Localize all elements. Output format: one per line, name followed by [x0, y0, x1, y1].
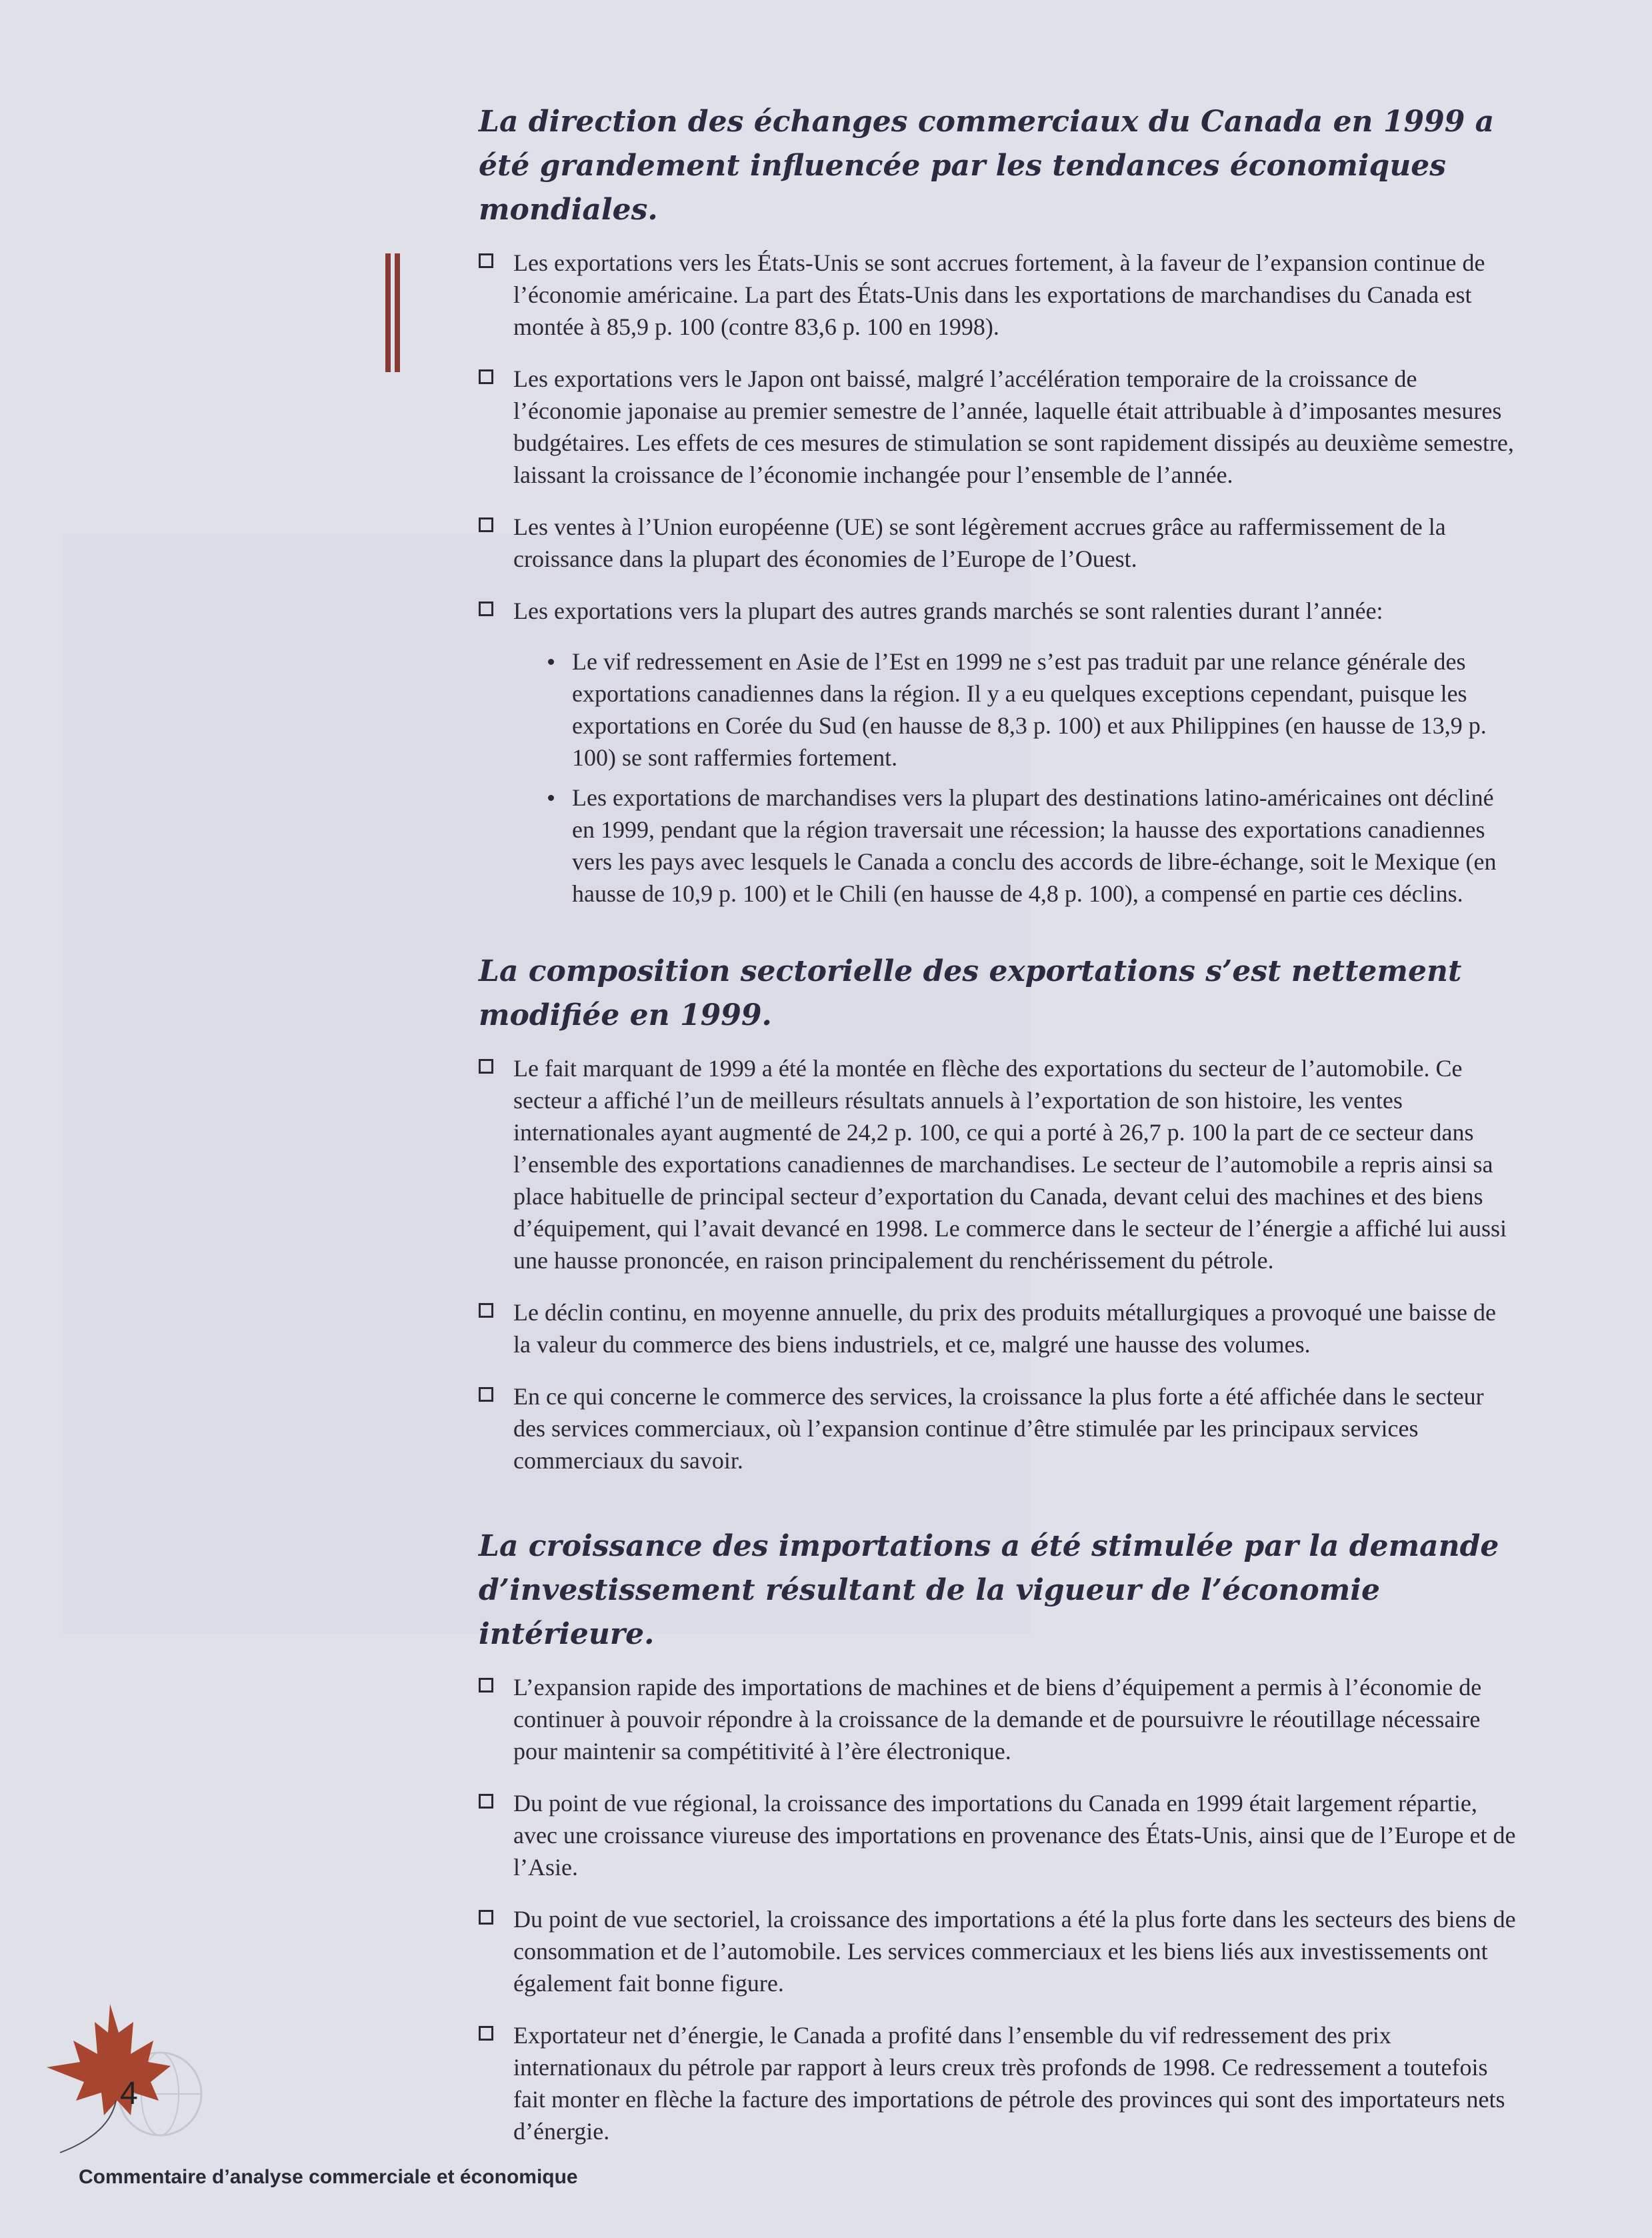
list-item-text: En ce qui concerne le commerce des services, la croissance la plus forte a été affichée dans le secteur des services commerciaux, où l’expansion continue d’être stimulée par les principaux services commerciaux du savoir.	[513, 1383, 1484, 1474]
bullet-icon	[548, 659, 554, 665]
checkbox-icon	[479, 253, 493, 268]
sub-list-item	[513, 782, 1519, 910]
list-item	[479, 247, 1519, 343]
margin-rule-right	[395, 253, 400, 372]
list-item	[479, 363, 1519, 491]
sub-list	[513, 646, 1519, 910]
list-item	[479, 1903, 1519, 1999]
bullet-list	[479, 1671, 1519, 2147]
list-item-text: Le déclin continu, en moyenne annuelle, du prix des produits métallurgiques a provoqué une baisse de la valeur du commerce des biens industriels, et ce, malgré une hausse des volumes.	[513, 1299, 1496, 1358]
list-item	[479, 1052, 1519, 1276]
list-item-text: Le fait marquant de 1999 a été la montée en flèche des exportations du secteur de l’automobile. Ce secteur a affiché l’un de meilleurs résultats annuels à l’exportation de son histoire, les ventes internationales ayant augmenté de 24,2 p. 100, ce qui a porté à 26,7 p. 100 la part de ce secteur dans l’ensemble des exportations canadiennes de marchandises. Le secteur de l’automobile a repris ainsi sa place habituelle de principal secteur d’exportation du Canada, devant celui des machines et des biens d’équipement, qui l’avait devancé en 1998. Le commerce dans le secteur de l’énergie a affiché lui aussi une hausse prononcée, en raison principalement du renchérissement du pétrole.	[513, 1055, 1507, 1274]
page-content	[479, 100, 1519, 2167]
checkbox-icon	[479, 1910, 493, 1925]
list-item-text: Du point de vue sectoriel, la croissance des importations a été la plus forte dans les secteurs des biens de consommation et de l’automobile. Les services commerciaux et les biens liés aux investissements ont également fait bonne figure.	[513, 1906, 1516, 1997]
list-item-text: Les exportations vers le Japon ont baissé, malgré l’accélération temporaire de la croissance de l’économie japonaise au premier semestre de l’année, laquelle était attribuable à d’imposantes mesures budgétaires. Les effets de ces mesures de stimulation se sont rapidement dissipés au deuxième semestre, laissant la croissance de l’économie inchangée pour l’ensemble de l’année.	[513, 365, 1514, 488]
margin-rule-left	[385, 253, 391, 372]
list-item	[479, 511, 1519, 575]
sub-list-item-text: Les exportations de marchandises vers la plupart des destinations latino-américaines ont décliné en 1999, pendant que la région traversait une récession; la hausse des exportations canadiennes vers les pays avec lesquels le Canada a conclu des accords de libre-échange, soit le Mexique (en hausse de 10,9 p. 100) et le Chili (en hausse de 4,8 p. 100), a compensé en partie ces déclins.	[572, 784, 1497, 907]
section-heading: La direction des échanges commerciaux du Canada en 1999 a été grandement influencée par les tendances économiques mondiales.	[479, 105, 1495, 227]
list-item-text: L’expansion rapide des importations de machines et de biens d’équipement a permis à l’économie de continuer à pouvoir répondre à la croissance de la demande et de poursuivre le réoutillage nécessaire pour maintenir sa compétitivité à l’ère électronique.	[513, 1674, 1482, 1765]
checkbox-icon	[479, 1794, 493, 1809]
list-item	[479, 2019, 1519, 2147]
checkbox-icon	[479, 602, 493, 616]
list-item	[479, 1380, 1519, 1476]
list-item-text: Les ventes à l’Union européenne (UE) se sont légèrement accrues grâce au raffermissement de la croissance dans la plupart des économies de l’Europe de l’Ouest.	[513, 513, 1446, 572]
list-item	[479, 1671, 1519, 1767]
section-heading: La composition sectorielle des exportations s’est nettement modifiée en 1999.	[479, 954, 1462, 1032]
section-heading: La croissance des importations a été stimulée par la demande d’investissement résultant de la vigueur de l’économie intérieure.	[479, 1529, 1499, 1651]
bullet-list	[479, 247, 1519, 910]
checkbox-icon	[479, 1059, 493, 1074]
checkbox-icon	[479, 517, 493, 532]
list-item-text: Les exportations vers les États-Unis se sont accrues fortement, à la faveur de l’expansion continue de l’économie américaine. La part des États-Unis dans les exportations de marchandises du Canada est montée à 85,9 p. 100 (contre 83,6 p. 100 en 1998).	[513, 249, 1485, 340]
checkbox-icon	[479, 1387, 493, 1402]
checkbox-icon	[479, 1678, 493, 1693]
checkbox-icon	[479, 1303, 493, 1318]
footer-title: Commentaire d’analyse commerciale et économique	[79, 2166, 578, 2188]
list-item	[479, 1296, 1519, 1360]
list-item	[479, 595, 1519, 910]
bullet-icon	[548, 795, 554, 801]
checkbox-icon	[479, 2026, 493, 2041]
checkbox-icon	[479, 369, 493, 384]
sub-list-item-text: Le vif redressement en Asie de l’Est en 1999 ne s’est pas traduit par une relance générale des exportations canadiennes dans la région. Il y a eu quelques exceptions cependant, puisque les exportations en Corée du Sud (en hausse de 8,3 p. 100) et aux Philippines (en hausse de 13,9 p. 100) se sont raffermies fortement.	[572, 648, 1487, 771]
list-item-text: Les exportations vers la plupart des autres grands marchés se sont ralenties durant l’année:	[513, 598, 1383, 624]
list-item	[479, 1787, 1519, 1883]
list-item-text: Exportateur net d’énergie, le Canada a profité dans l’ensemble du vif redressement des prix internationaux du pétrole par rapport à leurs creux très profonds de 1998. Ce redressement a toutefois fait monter en flèche la facture des importations de pétrole des provinces qui sont des importateurs nets d’énergie.	[513, 2022, 1505, 2145]
list-item-text: Du point de vue régional, la croissance des importations du Canada en 1999 était largement répartie, avec une croissance viureuse des importations en provenance des États-Unis, ainsi que de l’Europe et de l’Asie.	[513, 1790, 1516, 1881]
sub-list-item	[513, 646, 1519, 774]
bullet-list	[479, 1052, 1519, 1476]
page-number: 4	[120, 2076, 138, 2111]
